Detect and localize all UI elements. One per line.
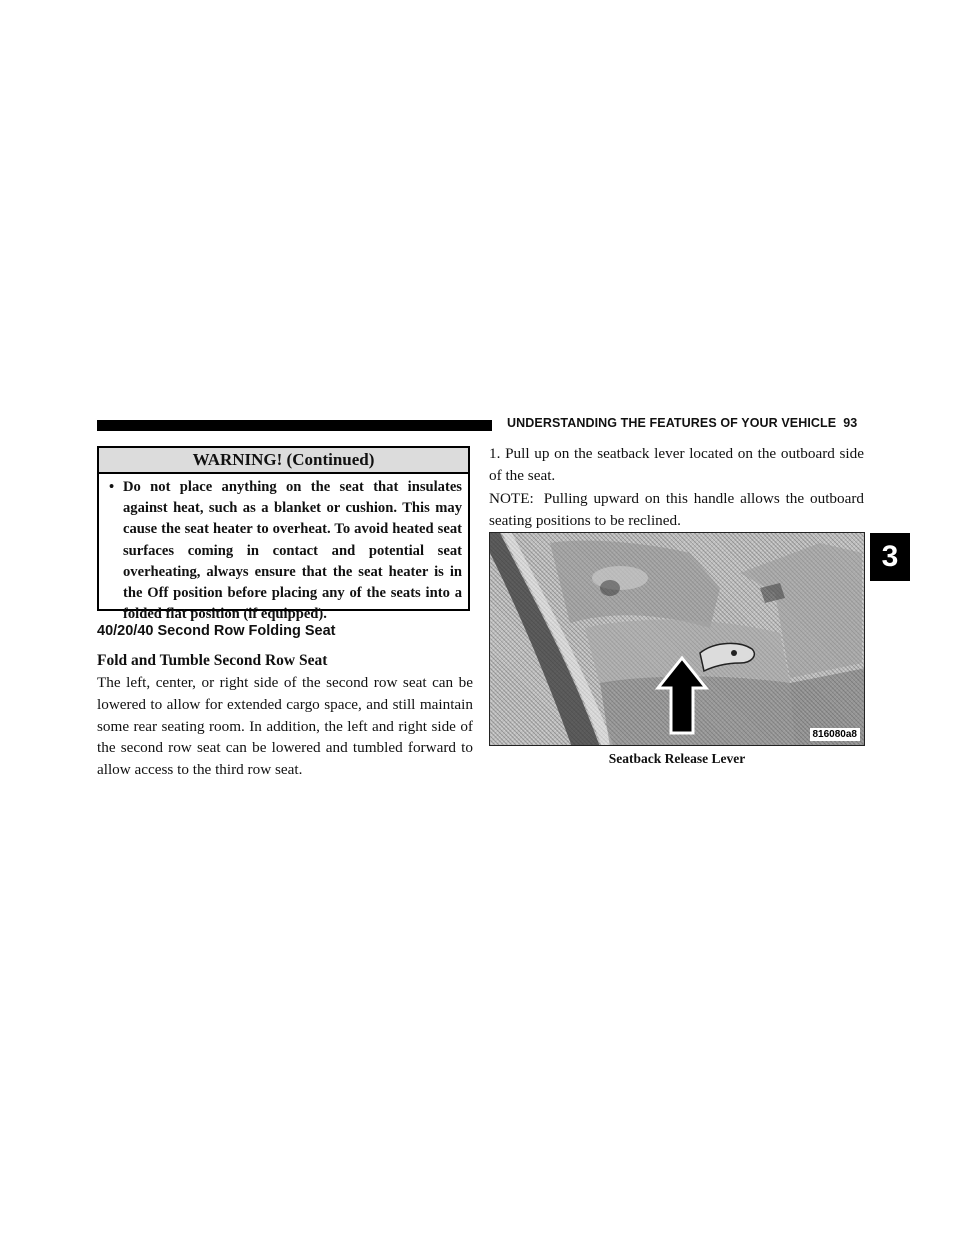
- step-1-text: 1. Pull up on the seatback lever located on the outboard side of the seat.: [489, 445, 864, 484]
- figure-code: 816080a8: [810, 728, 861, 741]
- figure-caption: Seatback Release Lever: [608, 751, 746, 766]
- note-label: NOTE:: [489, 490, 534, 507]
- body-paragraph: The left, center, or right side of the second row seat can be lowered to allow for extended cargo space, and still maintain some rear seating room. In addition, the left and right side of the second row seat can be lowered and tumbled forward to allow access to the third row seat.: [97, 674, 473, 779]
- up-arrow-icon: [490, 533, 865, 746]
- page-number: 93: [843, 416, 858, 430]
- bullet-icon: •: [109, 479, 115, 495]
- header-rule: [97, 420, 492, 431]
- note-text: Pulling upward on this handle allows the outboard seating positions to be reclined.: [489, 490, 864, 529]
- warning-box: [97, 446, 470, 623]
- warning-title: WARNING! (Continued): [99, 448, 468, 474]
- section-heading: 40/20/40 Second Row Folding Seat: [97, 623, 336, 639]
- note-paragraph: [489, 488, 864, 532]
- warning-text: Do not place anything on the seat that insulates against heat, such as a blanket or cushion. This may cause the seat heater to overheat. To avoid heated seat surfaces coming in contact and potential seat overheating, always ensure that the seat heater is in the Off position before placing any of the seats into a folded flat position (if equipped).: [123, 479, 462, 623]
- sub-heading: Fold and Tumble Second Row Seat: [97, 652, 328, 669]
- header-title: UNDERSTANDING THE FEATURES OF YOUR VEHICLE: [507, 416, 837, 430]
- running-header: [507, 416, 857, 430]
- seatback-lever-figure: [489, 532, 865, 746]
- chapter-tab: 3: [870, 533, 910, 581]
- warning-body: [99, 474, 468, 625]
